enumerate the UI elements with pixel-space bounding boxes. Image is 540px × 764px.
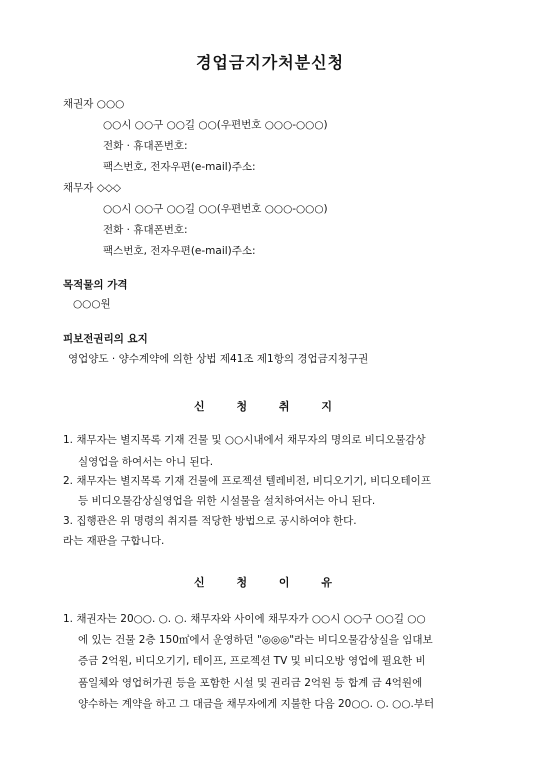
reasons-heading: 신 청 이 유 [194,576,346,589]
debtor-line [63,181,121,195]
target-value-amount: ○○○원 [73,298,111,310]
reasons-line-3: 증금 2억원, 비디오기기, 테이프, 프로젝션 TV 및 비디오방 영업에 필요한 비 [78,655,426,667]
purpose-item-2: 2. 채무자는 별지목록 기재 건물에 프로젝션 텔레비전, 비디오기기, 비디오테이프 [63,475,431,487]
creditor-address: ○○시 ○○구 ○○길 ○○(우편번호 ○○○-○○○) [103,119,328,131]
reasons-line-4: 품일체와 영업허가권 등을 포함한 시설 및 권리금 2억원 등 합계 금 4억원에 [78,677,423,689]
purpose-closing: 라는 재판을 구합니다. [63,535,165,547]
document-title: 경업금지가처분신청 [195,53,345,72]
debtor-name: ◇◇◇ [96,182,122,194]
purpose-item-2-cont: 등 비디오물감상실영업을 위한 시설물을 설치하여서는 아니 된다. [78,495,376,507]
purpose-item-3: 3. 집행관은 위 명령의 취지를 적당한 방법으로 공시하여야 한다. [63,515,357,527]
purpose-item-1-cont: 실영업을 하여서는 아니 된다. [78,456,214,468]
creditor-fax-email: 팩스번호, 전자우편(e-mail)주소: [103,161,256,173]
preserved-right-text: 영업양도 · 양수계약에 의한 상법 제41조 제1항의 경업금지청구권 [68,353,369,365]
creditor-label: 채권자 [63,98,94,110]
creditor-line [63,97,124,111]
reasons-line-5: 양수하는 계약을 하고 그 대금을 채무자에게 지불한 다음 20○○. ○. ○○.부터 [78,698,435,710]
purpose-item-1: 1. 채무자는 별지목록 기재 건물 및 ○○시내에서 채무자의 명의로 비디오물감상 [63,434,426,446]
reasons-line-2: 에 있는 건물 2층 150㎡에서 운영하던 "◎◎◎"라는 비디오물감상실을 임대보 [78,634,433,646]
purpose-heading: 신 청 취 지 [194,400,346,413]
creditor-name: ○○○ [96,98,125,110]
creditor-phone: 전화 · 휴대폰번호: [103,140,188,152]
debtor-label: 채무자 [63,182,94,194]
target-value-heading: 목적물의 가격 [63,279,128,291]
reasons-line-1: 1. 채권자는 20○○. ○. ○. 채무자와 사이에 채무자가 ○○시 ○○구 ○○길 ○○ [63,613,426,625]
preserved-right-heading: 피보전권리의 요지 [63,333,148,345]
debtor-phone: 전화 · 휴대폰번호: [103,224,188,236]
debtor-address: ○○시 ○○구 ○○길 ○○(우편번호 ○○○-○○○) [103,203,328,215]
debtor-fax-email: 팩스번호, 전자우편(e-mail)주소: [103,245,256,257]
